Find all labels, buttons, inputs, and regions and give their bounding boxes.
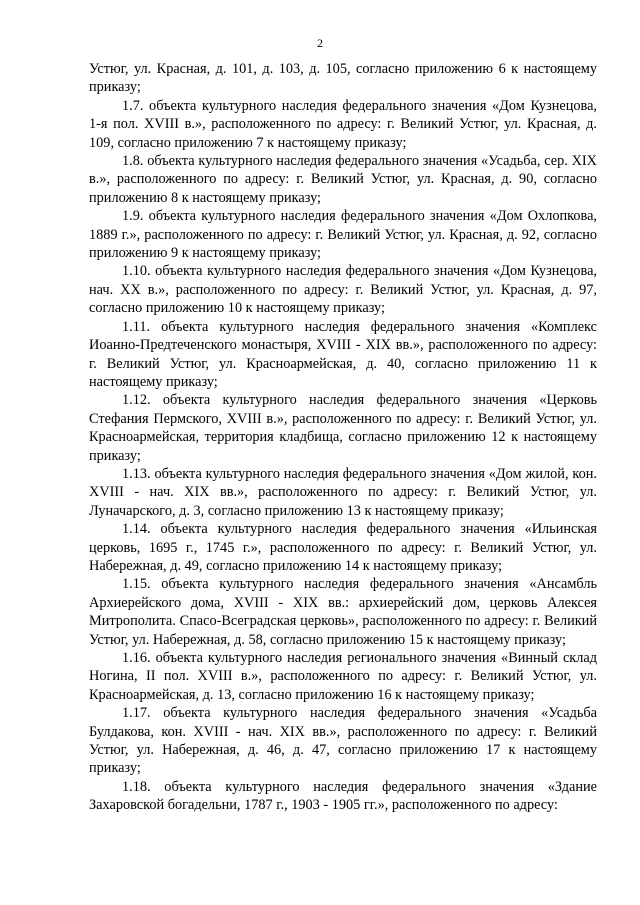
paragraph: 1.9. объекта культурного наследия федерального значения «Дом Охлопкова, 1889 г.», расположенного по адресу: г. Великий Устюг, ул. Красная, д. 92, согласно приложению 9 к настоящему приказу;: [89, 208, 597, 262]
paragraph: 1.16. объекта культурного наследия регионального значения «Винный склад Ногина, II пол. XVIII в.», расположенного по адресу: г. Великий Устюг, ул. Красноармейская, д. 13, согласно приложению 16 к настоящему приказу;: [89, 650, 597, 703]
paragraph: 1.14. объекта культурного наследия федерального значения «Ильинская церковь, 1695 г., 1745 г.», расположенного по адресу: г. Великий Устюг, ул. Набережная, д. 49, согласно приложению 14 к настоящему приказу;: [89, 521, 597, 574]
paragraph: Устюг, ул. Красная, д. 101, д. 103, д. 105, согласно приложению 6 к настоящему приказу;: [89, 61, 597, 96]
paragraph: 1.7. объекта культурного наследия федерального значения «Дом Кузнецова, 1-я пол. XVIII в.», расположенного по адресу: г. Великий Устюг, ул. Красная, д. 109, согласно приложению 7 к настоящему приказу;: [89, 97, 597, 151]
paragraph: 1.11. объекта культурного наследия федерального значения «Комплекс Иоанно-Предтеченского монастыря, XVIII - XIX вв.», расположенного по адресу: г. Великий Устюг, ул. Красноармейская, д. 40, согласно приложению 11 к настоящему приказу;: [89, 318, 597, 390]
paragraph: 1.18. объекта культурного наследия федерального значения «Здание Захаровской богадельни, 1787 г., 1903 - 1905 гг.», расположенного по адресу:: [89, 778, 597, 814]
page-number: 2: [317, 36, 323, 50]
paragraph: 1.8. объекта культурного наследия федерального значения «Усадьба, сер. XIX в.», расположенного по адресу: г. Великий Устюг, ул. Красная, д. 90, согласно приложению 8 к настоящему приказу;: [89, 153, 597, 206]
paragraph: 1.13. объекта культурного наследия федерального значения «Дом жилой, кон. XVIII - нач. XIX вв.», расположенного по адресу: г. Великий Устюг, ул. Луначарского, д. 3, согласно приложению 13 к настоящему приказу;: [89, 465, 597, 519]
paragraph: 1.12. объекта культурного наследия федерального значения «Церковь Стефания Пермского, XVIII в.», расположенного по адресу: г. Великий Устюг, ул. Красноармейская, территория кладбища, согласно приложению 12 к настоящему приказу;: [89, 392, 597, 464]
paragraph: 1.17. объекта культурного наследия федерального значения «Усадьба Булдакова, кон. XVIII - нач. XIX вв.», расположенного по адресу: г. Великий Устюг, ул. Набережная, д. 46, д. 47, согласно приложению 17 к настоящему приказу;: [89, 705, 597, 777]
paragraph: 1.10. объекта культурного наследия федерального значения «Дом Кузнецова, нач. XX в.», расположенного по адресу: г. Великий Устюг, ул. Красная, д. 97, согласно приложению 10 к настоящему приказу;: [89, 263, 597, 317]
paragraph: 1.15. объекта культурного наследия федерального значения «Ансамбль Архиерейского дома, XVIII - XIX вв.: архиерейский дом, церковь Алексея Митрополита. Спасо-Всеградская церковь», расположенного по адресу: г. Великий Устюг, ул. Набережная, д. 58, согласно приложению 15 к настоящему приказу;: [89, 576, 597, 648]
document-body: [89, 60, 597, 815]
